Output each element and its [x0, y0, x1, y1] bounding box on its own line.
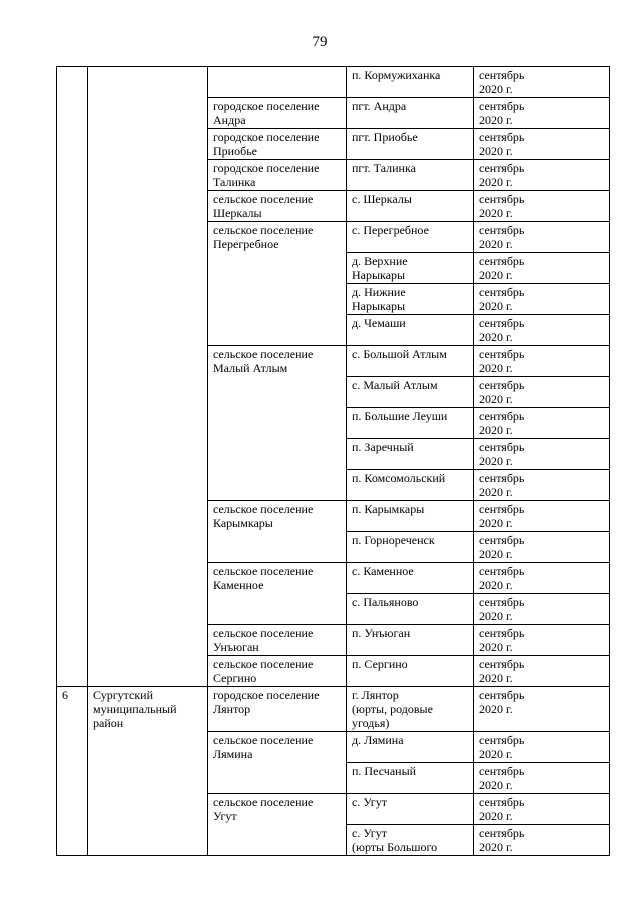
date-cell: сентябрь 2020 г. — [474, 625, 610, 656]
date-cell: сентябрь 2020 г. — [474, 763, 610, 794]
locality-cell: с. Перегребное — [347, 222, 474, 253]
locality-cell: с. Малый Атлым — [347, 377, 474, 408]
settlement-cell: сельское поселение Унъюган — [208, 625, 347, 656]
locality-cell: п. Кормужиханка — [347, 67, 474, 98]
date-cell: сентябрь 2020 г. — [474, 222, 610, 253]
locality-cell: п. Комсомольский — [347, 470, 474, 501]
settlement-cell: сельское поселение Малый Атлым — [208, 346, 347, 501]
date-cell: сентябрь 2020 г. — [474, 160, 610, 191]
settlement-cell: сельское поселение Сергино — [208, 656, 347, 687]
date-cell: сентябрь 2020 г. — [474, 408, 610, 439]
locality-cell: с. Шеркалы — [347, 191, 474, 222]
date-cell: сентябрь 2020 г. — [474, 687, 610, 732]
locality-cell: пгт. Талинка — [347, 160, 474, 191]
date-cell: сентябрь 2020 г. — [474, 439, 610, 470]
date-cell: сентябрь 2020 г. — [474, 98, 610, 129]
date-cell: сентябрь 2020 г. — [474, 253, 610, 284]
date-cell: сентябрь 2020 г. — [474, 563, 610, 594]
locality-cell: д. Чемаши — [347, 315, 474, 346]
locality-cell: с. Угут — [347, 794, 474, 825]
row-number-cell: 6 — [57, 687, 88, 856]
locality-cell: п. Большие Леуши — [347, 408, 474, 439]
locality-cell: д. Нижние Нарыкары — [347, 284, 474, 315]
locality-cell: пгт. Андра — [347, 98, 474, 129]
date-cell: сентябрь 2020 г. — [474, 377, 610, 408]
locality-cell: п. Сергино — [347, 656, 474, 687]
date-cell: сентябрь 2020 г. — [474, 470, 610, 501]
date-cell: сентябрь 2020 г. — [474, 191, 610, 222]
district-cell: Сургутский муниципальный район — [88, 687, 208, 856]
date-cell: сентябрь 2020 г. — [474, 67, 610, 98]
settlement-cell: сельское поселение Угут — [208, 794, 347, 856]
settlements-table — [56, 66, 610, 856]
date-cell: сентябрь 2020 г. — [474, 656, 610, 687]
locality-cell: д. Верхние Нарыкары — [347, 253, 474, 284]
locality-cell: с. Угут (юрты Большого — [347, 825, 474, 856]
table-row — [57, 67, 610, 98]
locality-cell: п. Заречный — [347, 439, 474, 470]
date-cell: сентябрь 2020 г. — [474, 346, 610, 377]
district-cell — [88, 67, 208, 687]
locality-cell: с. Пальяново — [347, 594, 474, 625]
settlement-cell: городское поселение Талинка — [208, 160, 347, 191]
date-cell: сентябрь 2020 г. — [474, 501, 610, 532]
date-cell: сентябрь 2020 г. — [474, 794, 610, 825]
locality-cell: пгт. Приобье — [347, 129, 474, 160]
settlement-cell: городское поселение Андра — [208, 98, 347, 129]
settlement-cell: сельское поселение Карымкары — [208, 501, 347, 563]
locality-cell: г. Лянтор (юрты, родовые угодья) — [347, 687, 474, 732]
date-cell: сентябрь 2020 г. — [474, 732, 610, 763]
page-number: 79 — [312, 34, 328, 50]
locality-cell: с. Каменное — [347, 563, 474, 594]
locality-cell: с. Большой Атлым — [347, 346, 474, 377]
date-cell: сентябрь 2020 г. — [474, 594, 610, 625]
locality-cell: п. Карымкары — [347, 501, 474, 532]
settlement-cell: сельское поселение Лямина — [208, 732, 347, 794]
settlement-cell — [208, 67, 347, 98]
settlement-cell: сельское поселение Шеркалы — [208, 191, 347, 222]
date-cell: сентябрь 2020 г. — [474, 315, 610, 346]
settlement-cell: городское поселение Приобье — [208, 129, 347, 160]
date-cell: сентябрь 2020 г. — [474, 284, 610, 315]
locality-cell: п. Унъюган — [347, 625, 474, 656]
settlement-cell: городское поселение Лянтор — [208, 687, 347, 732]
row-number-cell — [57, 67, 88, 687]
settlement-cell: сельское поселение Каменное — [208, 563, 347, 625]
settlement-cell: сельское поселение Перегребное — [208, 222, 347, 346]
date-cell: сентябрь 2020 г. — [474, 825, 610, 856]
locality-cell: п. Горнореченск — [347, 532, 474, 563]
date-cell: сентябрь 2020 г. — [474, 129, 610, 160]
locality-cell: п. Песчаный — [347, 763, 474, 794]
locality-cell: д. Лямина — [347, 732, 474, 763]
table-row — [57, 687, 610, 732]
date-cell: сентябрь 2020 г. — [474, 532, 610, 563]
